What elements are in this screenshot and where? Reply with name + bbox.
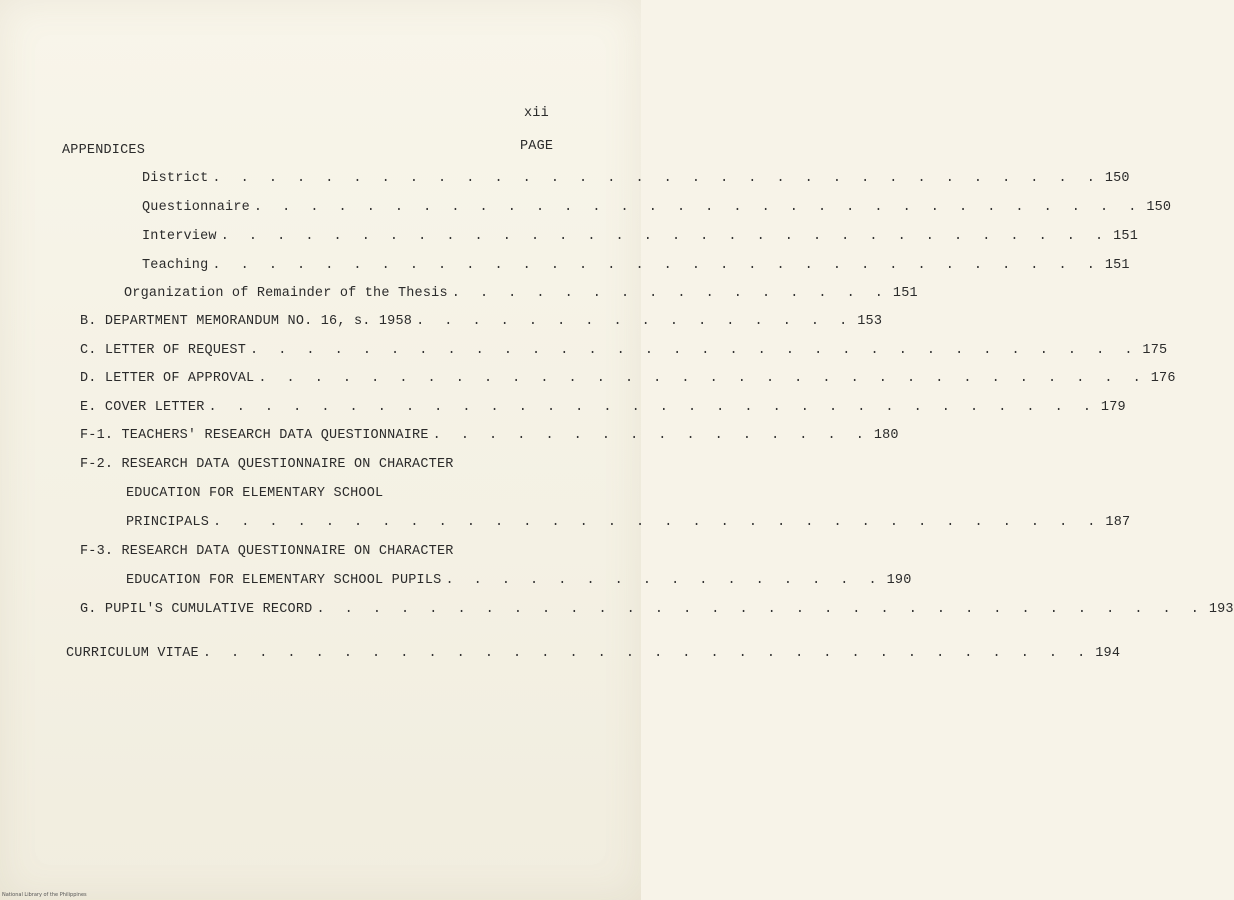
toc-entry-label-line: F-3. RESEARCH DATA QUESTIONNAIRE ON CHARACTER — [80, 544, 454, 559]
toc-entry-label: C. LETTER OF REQUEST — [80, 343, 247, 358]
toc-entry-page: 187 — [1105, 515, 1131, 530]
toc-entry — [124, 286, 918, 301]
toc-entry-label: PRINCIPALS — [126, 515, 210, 530]
toc-entry — [126, 573, 912, 588]
toc-entry — [126, 515, 1131, 530]
toc-entry-label: G. PUPIL'S CUMULATIVE RECORD — [80, 602, 313, 617]
toc-entry-label: D. LETTER OF APPROVAL — [80, 371, 255, 386]
toc-entry-label: Teaching — [142, 258, 209, 273]
leader-dots: . . . . . . . . . . . . . . . . — [416, 314, 854, 329]
leader-dots: . . . . . . . . . . . . . . . . . . . . . . . . . . . . . . . . — [316, 602, 1205, 617]
leader-dots: . . . . . . . . . . . . . . . . — [451, 286, 889, 301]
toc-entry-page: 179 — [1100, 400, 1126, 415]
toc-entry-page: 180 — [873, 428, 899, 443]
toc-entry-label: Questionnaire — [142, 200, 250, 215]
toc-entry — [142, 258, 1130, 273]
section-heading: APPENDICES — [62, 143, 146, 158]
toc-entry-page: 194 — [1095, 646, 1121, 661]
page-column-heading: PAGE — [520, 139, 554, 154]
toc-entry-label: Organization of Remainder of the Thesis — [124, 286, 448, 301]
toc-entry-label: Interview — [142, 229, 217, 244]
toc-entry-label: F-1. TEACHERS' RESEARCH DATA QUESTIONNAIRE — [80, 428, 429, 443]
leader-dots: . . . . . . . . . . . . . . . . . . . . . . . . . . . . . . . . — [212, 171, 1101, 186]
leader-dots: . . . . . . . . . . . . . . . . . . . . . . . . . . . . . . . . — [253, 200, 1143, 215]
toc-entry-page: 150 — [1104, 171, 1130, 186]
toc-entry — [80, 371, 1176, 386]
leader-dots: . . . . . . . . . . . . . . . . . . . . . . . . . . . . . . . . — [213, 515, 1102, 530]
toc-entry-label: B. DEPARTMENT MEMORANDUM NO. 16, s. 1958 — [80, 314, 413, 329]
toc-entry — [80, 314, 883, 329]
toc-entry-page: 153 — [857, 314, 883, 329]
toc-entry-label-line: EDUCATION FOR ELEMENTARY SCHOOL — [126, 486, 384, 501]
toc-entry — [142, 200, 1172, 215]
toc-entry-label: E. COVER LETTER — [80, 400, 205, 415]
page-number: xii — [524, 106, 549, 121]
toc-entry-label: EDUCATION FOR ELEMENTARY SCHOOL PUPILS — [126, 573, 442, 588]
toc-entry — [80, 428, 899, 443]
toc-entry-page: 150 — [1146, 200, 1172, 215]
leader-dots: . . . . . . . . . . . . . . . . . . . . . . . . . . . . . . . . — [212, 258, 1101, 273]
leader-dots: . . . . . . . . . . . . . . . . — [432, 428, 870, 443]
toc-entry-label-line: F-2. RESEARCH DATA QUESTIONNAIRE ON CHARACTER — [80, 457, 454, 472]
toc-entry — [142, 229, 1139, 244]
toc-entry-page: 176 — [1150, 371, 1176, 386]
leader-dots: . . . . . . . . . . . . . . . . . . . . . . . . . . . . . . . . — [258, 371, 1147, 386]
toc-entry — [80, 602, 1234, 617]
leader-dots: . . . . . . . . . . . . . . . . . . . . . . . . . . . . . . . . — [202, 646, 1092, 661]
leader-dots: . . . . . . . . . . . . . . . . . . . . . . . . . . . . . . . . — [208, 400, 1097, 415]
toc-entry — [66, 646, 1121, 661]
toc-entry — [142, 171, 1130, 186]
toc-entry — [80, 343, 1168, 358]
toc-entry-page: 151 — [1104, 258, 1130, 273]
leader-dots: . . . . . . . . . . . . . . . . . . . . . . . . . . . . . . . . — [250, 343, 1139, 358]
scan-footer: National Library of the Philippines — [2, 892, 87, 898]
toc-entry-label: District — [142, 171, 209, 186]
toc-entry-page: 151 — [892, 286, 918, 301]
leader-dots: . . . . . . . . . . . . . . . . . . . . . . . . . . . . . . . . — [220, 229, 1110, 244]
toc-entry-label: CURRICULUM VITAE — [66, 646, 199, 661]
leader-dots: . . . . . . . . . . . . . . . . — [445, 573, 883, 588]
toc-entry-page: 175 — [1142, 343, 1168, 358]
toc-entry — [80, 400, 1126, 415]
toc-entry-page: 151 — [1113, 229, 1139, 244]
toc-entry-page: 190 — [886, 573, 912, 588]
toc-entry-page: 193 — [1208, 602, 1234, 617]
